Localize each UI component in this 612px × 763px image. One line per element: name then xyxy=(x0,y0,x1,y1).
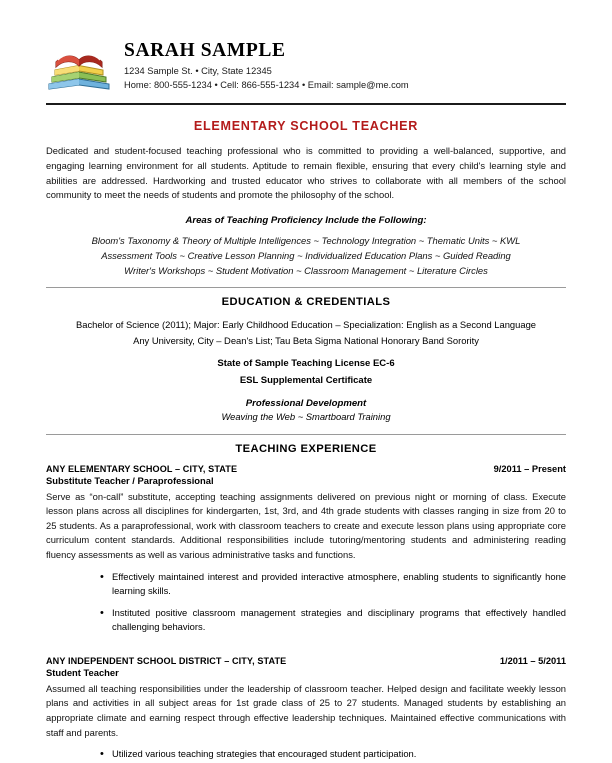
education-degree-name: Bachelor of Science xyxy=(75,319,160,331)
employment-dates: 9/2011 – Present xyxy=(493,463,566,474)
education-degree xyxy=(46,317,566,333)
education-school: Any University, City – Dean's List; Tau Beta Sigma National Honorary Band Sorority xyxy=(133,334,479,346)
professional-development-heading: Professional Development xyxy=(245,397,367,409)
section-divider xyxy=(46,287,566,288)
education-credential: State of Sample Teaching License EC-6 xyxy=(217,358,395,370)
section-heading-education: EDUCATION & CREDENTIALS xyxy=(221,296,391,309)
job-description: Assumed all teaching responsibilities under the leadership of classroom teacher. Helped design and facilitate weekly lesson plans and activities in all subject areas for 1st grade class of 25 to 27 students. Managed students by establishing an appropriate climate and earning respect through effective leadership techniques. Maintained effective communications with staff and parents. xyxy=(46,682,566,738)
job-description: Serve as “on-call” substitute, accepting teaching assignments delivered on previous night or morning of class. Execute lesson plans across all disciplines for kindergarten, 1st, 3rd, and 4th grade students with classes ranging in size from 20 to 25 students. As a paraprofessional, work with classroom teachers to create and execute lesson plans using appropriate core curriculum content standards. Additional responsibilities include tutoring/mentoring students and administering reading fluency assessments as well as various administrative tasks and functions. xyxy=(46,490,566,560)
list-item: • Utilized various teaching strategies that encouraged student participation. xyxy=(100,747,566,762)
candidate-name: SARAH SAMPLE xyxy=(124,40,286,61)
job-role: Substitute Teacher / Paraprofessional xyxy=(46,474,214,486)
job-bullet-list xyxy=(46,747,566,762)
proficiency-line: Assessment Tools ~ Creative Lesson Planning ~ Individualized Education Plans ~ Guided Reading xyxy=(101,249,511,261)
employment-dates: 1/2011 – 5/2011 xyxy=(499,655,566,666)
job-bullet-list xyxy=(46,570,566,635)
page-title: ELEMENTARY SCHOOL TEACHER xyxy=(193,119,419,134)
proficiency-line: Writer's Workshops ~ Student Motivation ~ Classroom Management ~ Literature Circles xyxy=(124,265,488,277)
experience-entry xyxy=(46,656,566,762)
job-role: Student Teacher xyxy=(46,666,119,678)
list-item: • Effectively maintained interest and provided interactive atmosphere, enabling students to significantly hone learning skills. xyxy=(100,570,566,599)
section-heading-experience: TEACHING EXPERIENCE xyxy=(235,442,377,455)
experience-header-row xyxy=(46,656,566,666)
proficiency-heading: Areas of Teaching Proficiency Include the Following: xyxy=(185,214,427,226)
candidate-contact: Home: 800-555-1234 • Cell: 866-555-1234 • Email: sample@me.com xyxy=(124,79,409,90)
spacer xyxy=(46,348,566,356)
experience-header-row xyxy=(46,464,566,474)
proficiency-line: Bloom's Taxonomy & Theory of Multiple Intelligences ~ Technology Integration ~ Thematic Units ~ KWL xyxy=(91,234,521,246)
employer-name: ANY INDEPENDENT SCHOOL DISTRICT – CITY, STATE xyxy=(46,655,287,666)
professional-development-line: Weaving the Web ~ Smartboard Training xyxy=(221,410,391,422)
education-degree-detail: (2011); Major: Early Childhood Education – Specialization: English as a Second Language xyxy=(159,319,536,331)
employer-name: ANY ELEMENTARY SCHOOL – CITY, STATE xyxy=(46,463,238,474)
resume-header xyxy=(46,30,566,92)
list-item: • Instituted positive classroom management strategies and disciplinary programs that effectively handled challenging behaviors. xyxy=(100,606,566,635)
header-text-block xyxy=(124,38,566,92)
section-divider xyxy=(46,434,566,435)
stacked-books-icon xyxy=(46,40,112,92)
education-credential: ESL Supplemental Certificate xyxy=(239,374,373,386)
candidate-address: 1234 Sample St. • City, State 12345 xyxy=(124,66,272,77)
experience-entry xyxy=(46,464,566,635)
header-divider xyxy=(46,103,566,105)
professional-summary: Dedicated and student-focused teaching professional who is committed to providing a well-balanced, supportive, and engaging learning environment for all students. Aptitude to remain flexible, ensuring that every child's learning style and abilities are addressed. Hardworking and trusted educator who strives to collaborate with all members of the school community to meet the needs of students and promote the philosophy of the school. xyxy=(46,145,566,201)
spacer xyxy=(46,642,566,652)
